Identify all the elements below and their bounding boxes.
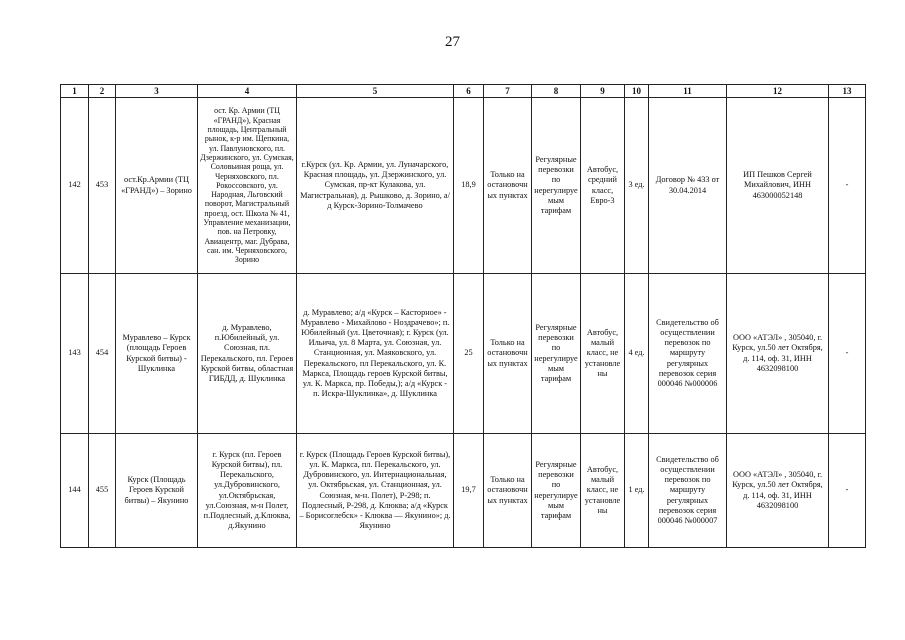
column-header: 11 bbox=[649, 85, 727, 98]
column-header: 5 bbox=[297, 85, 454, 98]
header-row bbox=[61, 85, 866, 98]
column-header: 13 bbox=[829, 85, 866, 98]
streets-cell: г.Курск (ул. Кр. Армии, ул. Луначарского, Красная площадь, ул. Дзержинского, ул. Сумская, пр-кт Кулакова, ул. Магистральная), д. Рышково, д. Зорино, а/д Курск-Зорино-Толмачево bbox=[297, 98, 454, 274]
stops-cell: г. Курск (пл. Героев Курской битвы), пл. Перекальского, ул.Дубровинского, ул.Октябрьская, ул.Союзная, м-н Полет, п.Подлесный, д.Клюква, д.Якунино bbox=[198, 434, 297, 548]
column-header: 12 bbox=[727, 85, 829, 98]
transport-type-cell: Регулярные перевозки по нерегулируемым тарифам bbox=[532, 274, 581, 434]
carrier-cell: ООО «АТЭЛ» , 305040, г. Курск, ул.50 лет Октября, д. 114, оф. 31, ИНН 4632098100 bbox=[727, 274, 829, 434]
vehicle-count-cell: 3 ед. bbox=[625, 98, 649, 274]
carrier-cell: ООО «АТЭЛ» , 305040, г. Курск, ул.50 лет Октября, д. 114, оф. 31, ИНН 4632098100 bbox=[727, 434, 829, 548]
streets-cell: г. Курск (Площадь Героев Курской битвы), ул. К. Маркса, пл. Перекальского, ул. Дубровинского, ул. Интернациональная, ул. Октябрьская, ул. Станционная, ул. Союзная, м-н. Полет), Р-298; п. Подлесный, Р-298, д. Клюква; а/д «Курск – Борисоглебск» - Клюква — Якунино»; д. Якунино bbox=[297, 434, 454, 548]
row-number-cell: 142 bbox=[61, 98, 89, 274]
page-number: 27 bbox=[445, 34, 460, 50]
vehicle-class-cell: Автобус, малый класс, не установлены bbox=[581, 274, 625, 434]
notes-cell: - bbox=[829, 434, 866, 548]
column-header: 4 bbox=[198, 85, 297, 98]
length-cell: 18,9 bbox=[454, 98, 484, 274]
route-name-cell: ост.Кр.Армии (ТЦ «ГРАНД») – Зорино bbox=[116, 98, 198, 274]
document-cell: Свидетельство об осуществлении перевозок по маршруту регулярных перевозок серия 000046 №000006 bbox=[649, 274, 727, 434]
length-cell: 19,7 bbox=[454, 434, 484, 548]
boarding-cell: Только на остановочных пунктах bbox=[484, 98, 532, 274]
table-row bbox=[61, 274, 866, 434]
stops-cell: ост. Кр. Армии (ТЦ «ГРАНД»), Красная площадь, Центральный рынок, к-р им. Щепкина, ул. Павлуновского, пл. Дзержинского, ул. Сумская, Соловьиная роща, ул. Черняховского, пл. Рокоссовского, ул. Народная, Льговский поворот, Магистральный проезд, ост. Школа № 41, Управление механизации, пов. на Петровку, Авиацентр, маг. Дубрава, сан. им. Черняховского, Зорино bbox=[198, 98, 297, 274]
column-header: 1 bbox=[61, 85, 89, 98]
notes-cell: - bbox=[829, 274, 866, 434]
boarding-cell: Только на остановочных пунктах bbox=[484, 434, 532, 548]
streets-cell: д. Муравлево; а/д «Курск – Касторное» - Муравлево - Михайлово - Ноздрачево»; п. Юбилейный (ул. Цветочная); г. Курск (ул. Ильича, ул. 8 Марта, ул. Союзная, ул. Станционная, ул. Маяковского, ул. Перекальского, пл Перекальского, ул. К. Маркса, Площадь героев Курской битвы, ул. К. Маркса, пр. Победы,); а/д «Курск - п. Искра-Шуклинка», д. Шуклинка bbox=[297, 274, 454, 434]
routes-table bbox=[60, 84, 866, 548]
document-cell: Договор № 433 от 30.04.2014 bbox=[649, 98, 727, 274]
row-number-cell: 143 bbox=[61, 274, 89, 434]
column-header: 8 bbox=[532, 85, 581, 98]
column-header: 2 bbox=[89, 85, 116, 98]
document-cell: Свидетельство об осуществлении перевозок по маршруту регулярных перевозок серия 000046 №000007 bbox=[649, 434, 727, 548]
route-number-cell: 453 bbox=[89, 98, 116, 274]
vehicle-count-cell: 1 ед. bbox=[625, 434, 649, 548]
table-row bbox=[61, 98, 866, 274]
transport-type-cell: Регулярные перевозки по нерегулируемым тарифам bbox=[532, 98, 581, 274]
boarding-cell: Только на остановочных пунктах bbox=[484, 274, 532, 434]
stops-cell: д. Муравлево, п.Юбилейный, ул. Союзная, пл. Перекальского, пл. Героев Курской битвы, областная ГИБДД, д. Шуклинка bbox=[198, 274, 297, 434]
vehicle-count-cell: 4 ед. bbox=[625, 274, 649, 434]
column-header: 6 bbox=[454, 85, 484, 98]
vehicle-class-cell: Автобус, средний класс, Евро-3 bbox=[581, 98, 625, 274]
route-name-cell: Курск (Площадь Героев Курской битвы) – Якунино bbox=[116, 434, 198, 548]
carrier-cell: ИП Пешков Сергей Михайлович, ИНН 463000052148 bbox=[727, 98, 829, 274]
route-name-cell: Муравлево – Курск (площадь Героев Курской битвы) - Шуклинка bbox=[116, 274, 198, 434]
row-number-cell: 144 bbox=[61, 434, 89, 548]
table-row bbox=[61, 434, 866, 548]
column-header: 7 bbox=[484, 85, 532, 98]
vehicle-class-cell: Автобус, малый класс, не установлены bbox=[581, 434, 625, 548]
transport-type-cell: Регулярные перевозки по нерегулируемым тарифам bbox=[532, 434, 581, 548]
route-number-cell: 454 bbox=[89, 274, 116, 434]
column-header: 3 bbox=[116, 85, 198, 98]
column-header: 10 bbox=[625, 85, 649, 98]
length-cell: 25 bbox=[454, 274, 484, 434]
column-header: 9 bbox=[581, 85, 625, 98]
notes-cell: - bbox=[829, 98, 866, 274]
route-number-cell: 455 bbox=[89, 434, 116, 548]
